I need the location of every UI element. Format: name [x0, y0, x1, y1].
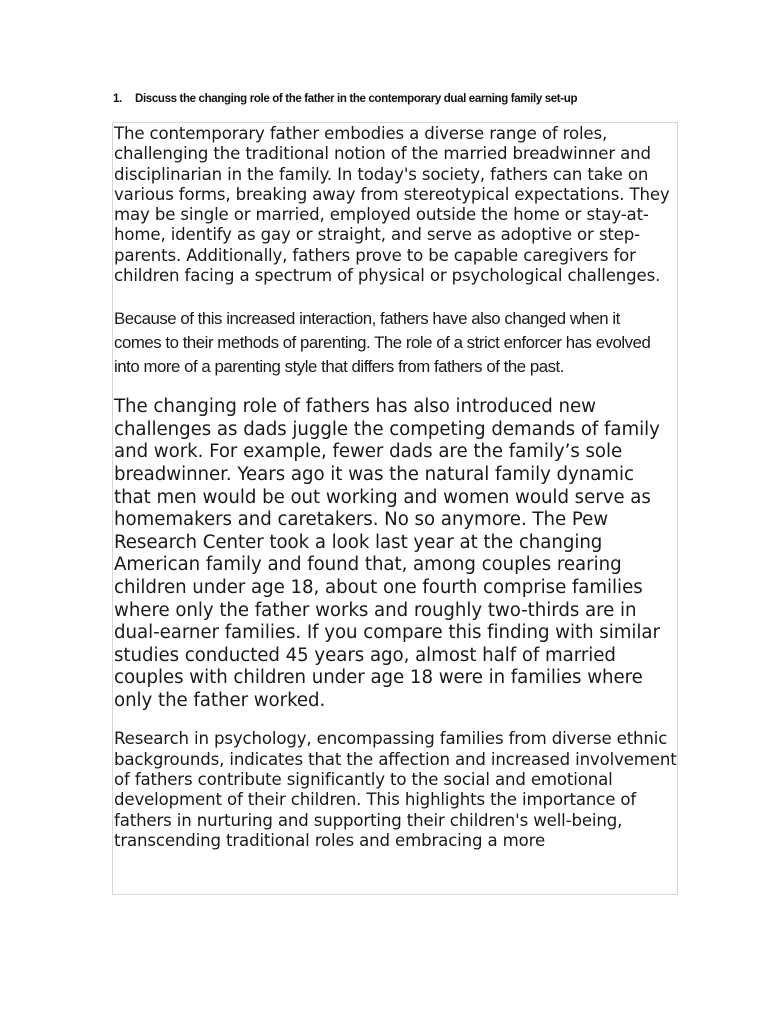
- paragraph-contemporary-father: The contemporary father embodies a diverse range of roles, challenging the traditional notion of the married breadwinner and disciplinarian in the family. In today's society, fathers can take on various forms, breaking away from stereotypical expectations. They may be single or married, employed outside the home or stay-at-home, identify as gay or straight, and serve as adoptive or step-parents. Additionally, fathers prove to be capable caregivers for children facing a spectrum of physical or psychological challenges.: [114, 124, 670, 286]
- paragraph-parenting-methods: Because of this increased interaction, fathers have also changed when it comes to their methods of parenting. The role of a strict enforcer has evolved into more of a parenting style that differs from fathers of the past.: [114, 309, 651, 376]
- question-text: Discuss the changing role of the father in the contemporary dual earning family set-up: [135, 93, 578, 105]
- paragraph-changing-role-challenges: The changing role of fathers has also introduced new challenges as dads juggle the competing demands of family and work. For example, fewer dads are the family’s sole breadwinner. Years ago it was the natural family dynamic that men would be out working and women would serve as homemakers and caretakers. No so anymore. The Pew Research Center took a look last year at the changing American family and found that, among couples rearing children under age 18, about one fourth comprise families where only the father works and roughly two-thirds are in dual-earner families. If you compare this finding with similar studies conducted 45 years ago, almost half of married couples with children under age 18 were in families where only the father worked.: [114, 396, 660, 711]
- question-number: 1.: [113, 93, 122, 105]
- answer-text-box: [112, 122, 678, 895]
- question-heading: [113, 93, 673, 105]
- paragraph-psychology-research: Research in psychology, encompassing families from diverse ethnic backgrounds, indicates that the affection and increased involvement of fathers contribute significantly to the social and emotional development of their children. This highlights the importance of fathers in nurturing and supporting their children's well-being, transcending traditional roles and embracing a more: [114, 729, 677, 850]
